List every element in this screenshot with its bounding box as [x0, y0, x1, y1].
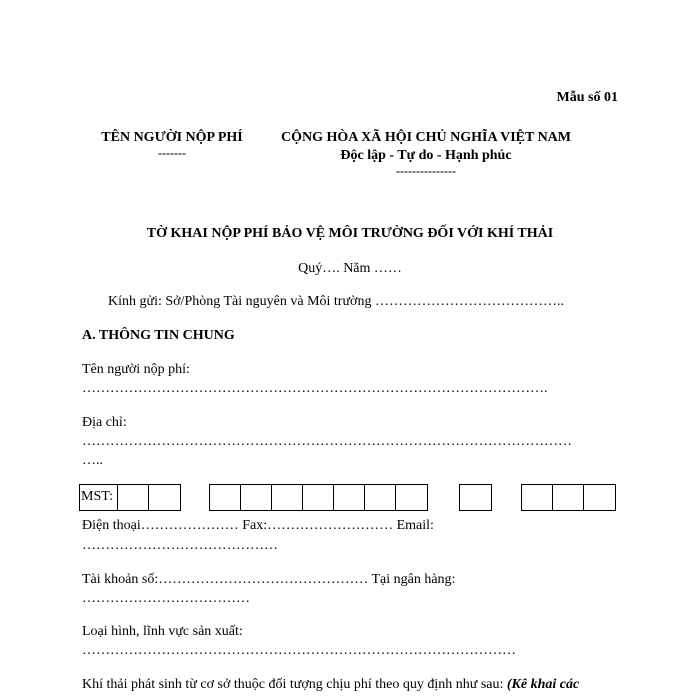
payer-header-title: TÊN NGƯỜI NỘP PHÍ: [101, 130, 243, 145]
document-title: TỜ KHAI NỘP PHÍ BẢO VỆ MÔI TRƯỜNG ĐỐI VỚI KHÍ THẢI: [146, 226, 554, 241]
payer-header-dash: -------: [158, 146, 186, 160]
address-field-line-2[interactable]: …..: [82, 453, 103, 468]
period-line: Quý…. Năm ……: [298, 261, 402, 276]
payer-name-label: Tên người nộp phí:: [82, 362, 190, 377]
form-number: Mẫu số 01: [556, 90, 618, 105]
account-bank-line[interactable]: Tài khoản số:……………………………………… Tại ngân hàng:: [82, 572, 456, 587]
nation-header-dash: ---------------: [396, 164, 456, 178]
emission-text: Khí thải phát sinh từ cơ sở thuộc đối tượng chịu phí theo quy định như sau:: [82, 677, 507, 692]
tax-code-label: MST:: [81, 489, 113, 504]
payer-header: [92, 130, 252, 161]
nation-header-motto: Độc lập - Tự do - Hạnh phúc: [340, 148, 512, 163]
industry-field[interactable]: …………………………………………………………………………………: [82, 643, 516, 658]
section-a-heading: A. THÔNG TIN CHUNG: [82, 328, 235, 343]
industry-label: Loại hình, lĩnh vực sản xuất:: [82, 624, 243, 639]
nation-header: [268, 130, 584, 179]
tax-code-group-2[interactable]: [209, 484, 428, 511]
phone-fax-email-line[interactable]: Điện thoại………………… Fax:……………………… Email:: [82, 518, 434, 533]
payer-name-field[interactable]: ……………………………………………………………………………………….: [82, 381, 548, 396]
recipient-line: Kính gửi: Sở/Phòng Tài nguyên và Môi trường …………………………………..: [108, 294, 564, 309]
tax-code-group-4[interactable]: [521, 484, 616, 511]
address-field-line-1[interactable]: ……………………………………………………………………………………………: [82, 434, 572, 449]
nation-header-title: CỘNG HÒA XÃ HỘI CHỦ NGHĨA VIỆT NAM: [280, 130, 571, 145]
email-field[interactable]: ……………………………………: [82, 538, 278, 553]
emission-paragraph: [82, 677, 579, 693]
emission-note: (Kê khai các: [506, 677, 580, 692]
tax-code-group-3[interactable]: [459, 484, 492, 511]
address-label: Địa chỉ:: [82, 415, 127, 430]
bank-field[interactable]: ………………………………: [82, 591, 250, 606]
